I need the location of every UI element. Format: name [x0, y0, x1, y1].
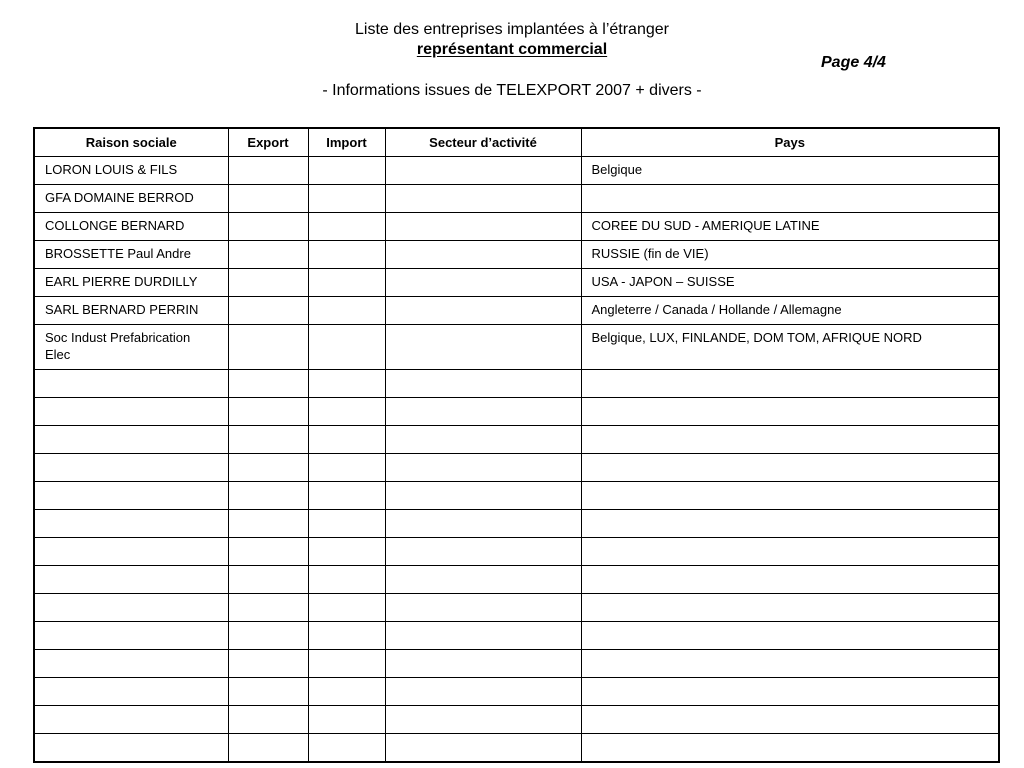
- cell-pays: [581, 706, 999, 734]
- cell-export: [228, 269, 308, 297]
- table-row: [34, 297, 999, 325]
- cell-secteur: [385, 566, 581, 594]
- cell-secteur: [385, 185, 581, 213]
- column-header-secteur: Secteur d’activité: [385, 128, 581, 157]
- cell-import: [308, 594, 385, 622]
- cell-raison-sociale: LORON LOUIS & FILS: [34, 157, 228, 185]
- cell-secteur: [385, 538, 581, 566]
- table-row-empty: [34, 678, 999, 706]
- table-row: [34, 241, 999, 269]
- cell-export: [228, 594, 308, 622]
- cell-pays: [581, 678, 999, 706]
- cell-pays: [581, 650, 999, 678]
- cell-pays: USA - JAPON – SUISSE: [581, 269, 999, 297]
- cell-export: [228, 185, 308, 213]
- cell-pays: [581, 734, 999, 763]
- cell-raison-sociale: [34, 538, 228, 566]
- cell-raison-sociale: [34, 510, 228, 538]
- cell-secteur: [385, 269, 581, 297]
- cell-raison-sociale: [34, 678, 228, 706]
- cell-raison-sociale: [34, 622, 228, 650]
- cell-import: [308, 269, 385, 297]
- cell-export: [228, 370, 308, 398]
- cell-import: [308, 734, 385, 763]
- cell-secteur: [385, 594, 581, 622]
- cell-export: [228, 241, 308, 269]
- cell-import: [308, 622, 385, 650]
- cell-import: [308, 426, 385, 454]
- table-row-empty: [34, 454, 999, 482]
- table-row-empty: [34, 622, 999, 650]
- cell-secteur: [385, 734, 581, 763]
- table-row-empty: [34, 370, 999, 398]
- cell-secteur: [385, 398, 581, 426]
- cell-secteur: [385, 650, 581, 678]
- cell-export: [228, 482, 308, 510]
- cell-import: [308, 325, 385, 370]
- table-row-empty: [34, 706, 999, 734]
- cell-export: [228, 454, 308, 482]
- cell-raison-sociale: [34, 482, 228, 510]
- cell-export: [228, 398, 308, 426]
- cell-export: [228, 157, 308, 185]
- cell-export: [228, 650, 308, 678]
- cell-export: [228, 734, 308, 763]
- cell-raison-sociale: [34, 426, 228, 454]
- cell-export: [228, 510, 308, 538]
- cell-pays: Angleterre / Canada / Hollande / Allemagne: [581, 297, 999, 325]
- cell-secteur: [385, 454, 581, 482]
- cell-pays: [581, 426, 999, 454]
- cell-export: [228, 706, 308, 734]
- cell-pays: [581, 398, 999, 426]
- cell-import: [308, 370, 385, 398]
- companies-table: [33, 127, 1000, 763]
- cell-pays: [581, 622, 999, 650]
- table-row-empty: [34, 426, 999, 454]
- document-source-info: - Informations issues de TELEXPORT 2007 + divers -: [322, 82, 702, 99]
- table-row-empty: [34, 538, 999, 566]
- cell-pays: [581, 594, 999, 622]
- cell-import: [308, 706, 385, 734]
- cell-export: [228, 213, 308, 241]
- cell-import: [308, 678, 385, 706]
- cell-import: [308, 185, 385, 213]
- table-row-empty: [34, 650, 999, 678]
- cell-import: [308, 157, 385, 185]
- cell-raison-sociale: Soc Indust Prefabrication Elec: [34, 325, 228, 370]
- cell-export: [228, 538, 308, 566]
- cell-secteur: [385, 325, 581, 370]
- table-row-empty: [34, 566, 999, 594]
- cell-import: [308, 213, 385, 241]
- cell-pays: [581, 566, 999, 594]
- cell-import: [308, 538, 385, 566]
- cell-import: [308, 398, 385, 426]
- document-header: [0, 0, 1024, 120]
- cell-export: [228, 678, 308, 706]
- cell-pays: [581, 454, 999, 482]
- cell-export: [228, 622, 308, 650]
- cell-import: [308, 650, 385, 678]
- cell-raison-sociale: GFA DOMAINE BERROD: [34, 185, 228, 213]
- column-header-export: Export: [228, 128, 308, 157]
- table-row-empty: [34, 510, 999, 538]
- cell-secteur: [385, 370, 581, 398]
- cell-pays: [581, 538, 999, 566]
- cell-secteur: [385, 706, 581, 734]
- table-row: [34, 213, 999, 241]
- document-title: Liste des entreprises implantées à l’étranger: [355, 21, 669, 38]
- table-row-empty: [34, 734, 999, 763]
- cell-export: [228, 325, 308, 370]
- cell-export: [228, 426, 308, 454]
- table-row: [34, 269, 999, 297]
- table-row: [34, 325, 999, 370]
- cell-pays: [581, 482, 999, 510]
- cell-import: [308, 482, 385, 510]
- cell-import: [308, 566, 385, 594]
- cell-raison-sociale: [34, 594, 228, 622]
- cell-pays: [581, 370, 999, 398]
- cell-secteur: [385, 297, 581, 325]
- page-number: Page 4/4: [821, 54, 886, 71]
- cell-import: [308, 297, 385, 325]
- cell-raison-sociale: [34, 398, 228, 426]
- cell-secteur: [385, 213, 581, 241]
- document-subtitle-text: représentant commercial: [416, 41, 608, 58]
- cell-import: [308, 241, 385, 269]
- cell-secteur: [385, 241, 581, 269]
- cell-raison-sociale: COLLONGE BERNARD: [34, 213, 228, 241]
- table-row: [34, 157, 999, 185]
- cell-raison-sociale: [34, 566, 228, 594]
- cell-pays: [581, 510, 999, 538]
- cell-raison-sociale: SARL BERNARD PERRIN: [34, 297, 228, 325]
- cell-raison-sociale: [34, 734, 228, 763]
- cell-raison-sociale: EARL PIERRE DURDILLY: [34, 269, 228, 297]
- cell-raison-sociale: [34, 650, 228, 678]
- cell-pays: [581, 185, 999, 213]
- cell-export: [228, 566, 308, 594]
- cell-import: [308, 510, 385, 538]
- table-row-empty: [34, 398, 999, 426]
- cell-raison-sociale: [34, 454, 228, 482]
- cell-pays: COREE DU SUD - AMERIQUE LATINE: [581, 213, 999, 241]
- cell-secteur: [385, 678, 581, 706]
- cell-pays: RUSSIE (fin de VIE): [581, 241, 999, 269]
- column-header-raison-sociale: Raison sociale: [34, 128, 228, 157]
- cell-raison-sociale: [34, 706, 228, 734]
- cell-secteur: [385, 622, 581, 650]
- cell-export: [228, 297, 308, 325]
- cell-pays: Belgique: [581, 157, 999, 185]
- cell-secteur: [385, 157, 581, 185]
- companies-table-body: [34, 157, 999, 763]
- cell-secteur: [385, 426, 581, 454]
- column-header-pays: Pays: [581, 128, 999, 157]
- table-header-row: [34, 128, 999, 157]
- cell-pays: Belgique, LUX, FINLANDE, DOM TOM, AFRIQUE NORD: [581, 325, 999, 370]
- column-header-import: Import: [308, 128, 385, 157]
- cell-secteur: [385, 482, 581, 510]
- table-row: [34, 185, 999, 213]
- table-row-empty: [34, 594, 999, 622]
- table-row-empty: [34, 482, 999, 510]
- cell-import: [308, 454, 385, 482]
- cell-raison-sociale: BROSSETTE Paul Andre: [34, 241, 228, 269]
- cell-raison-sociale: [34, 370, 228, 398]
- cell-secteur: [385, 510, 581, 538]
